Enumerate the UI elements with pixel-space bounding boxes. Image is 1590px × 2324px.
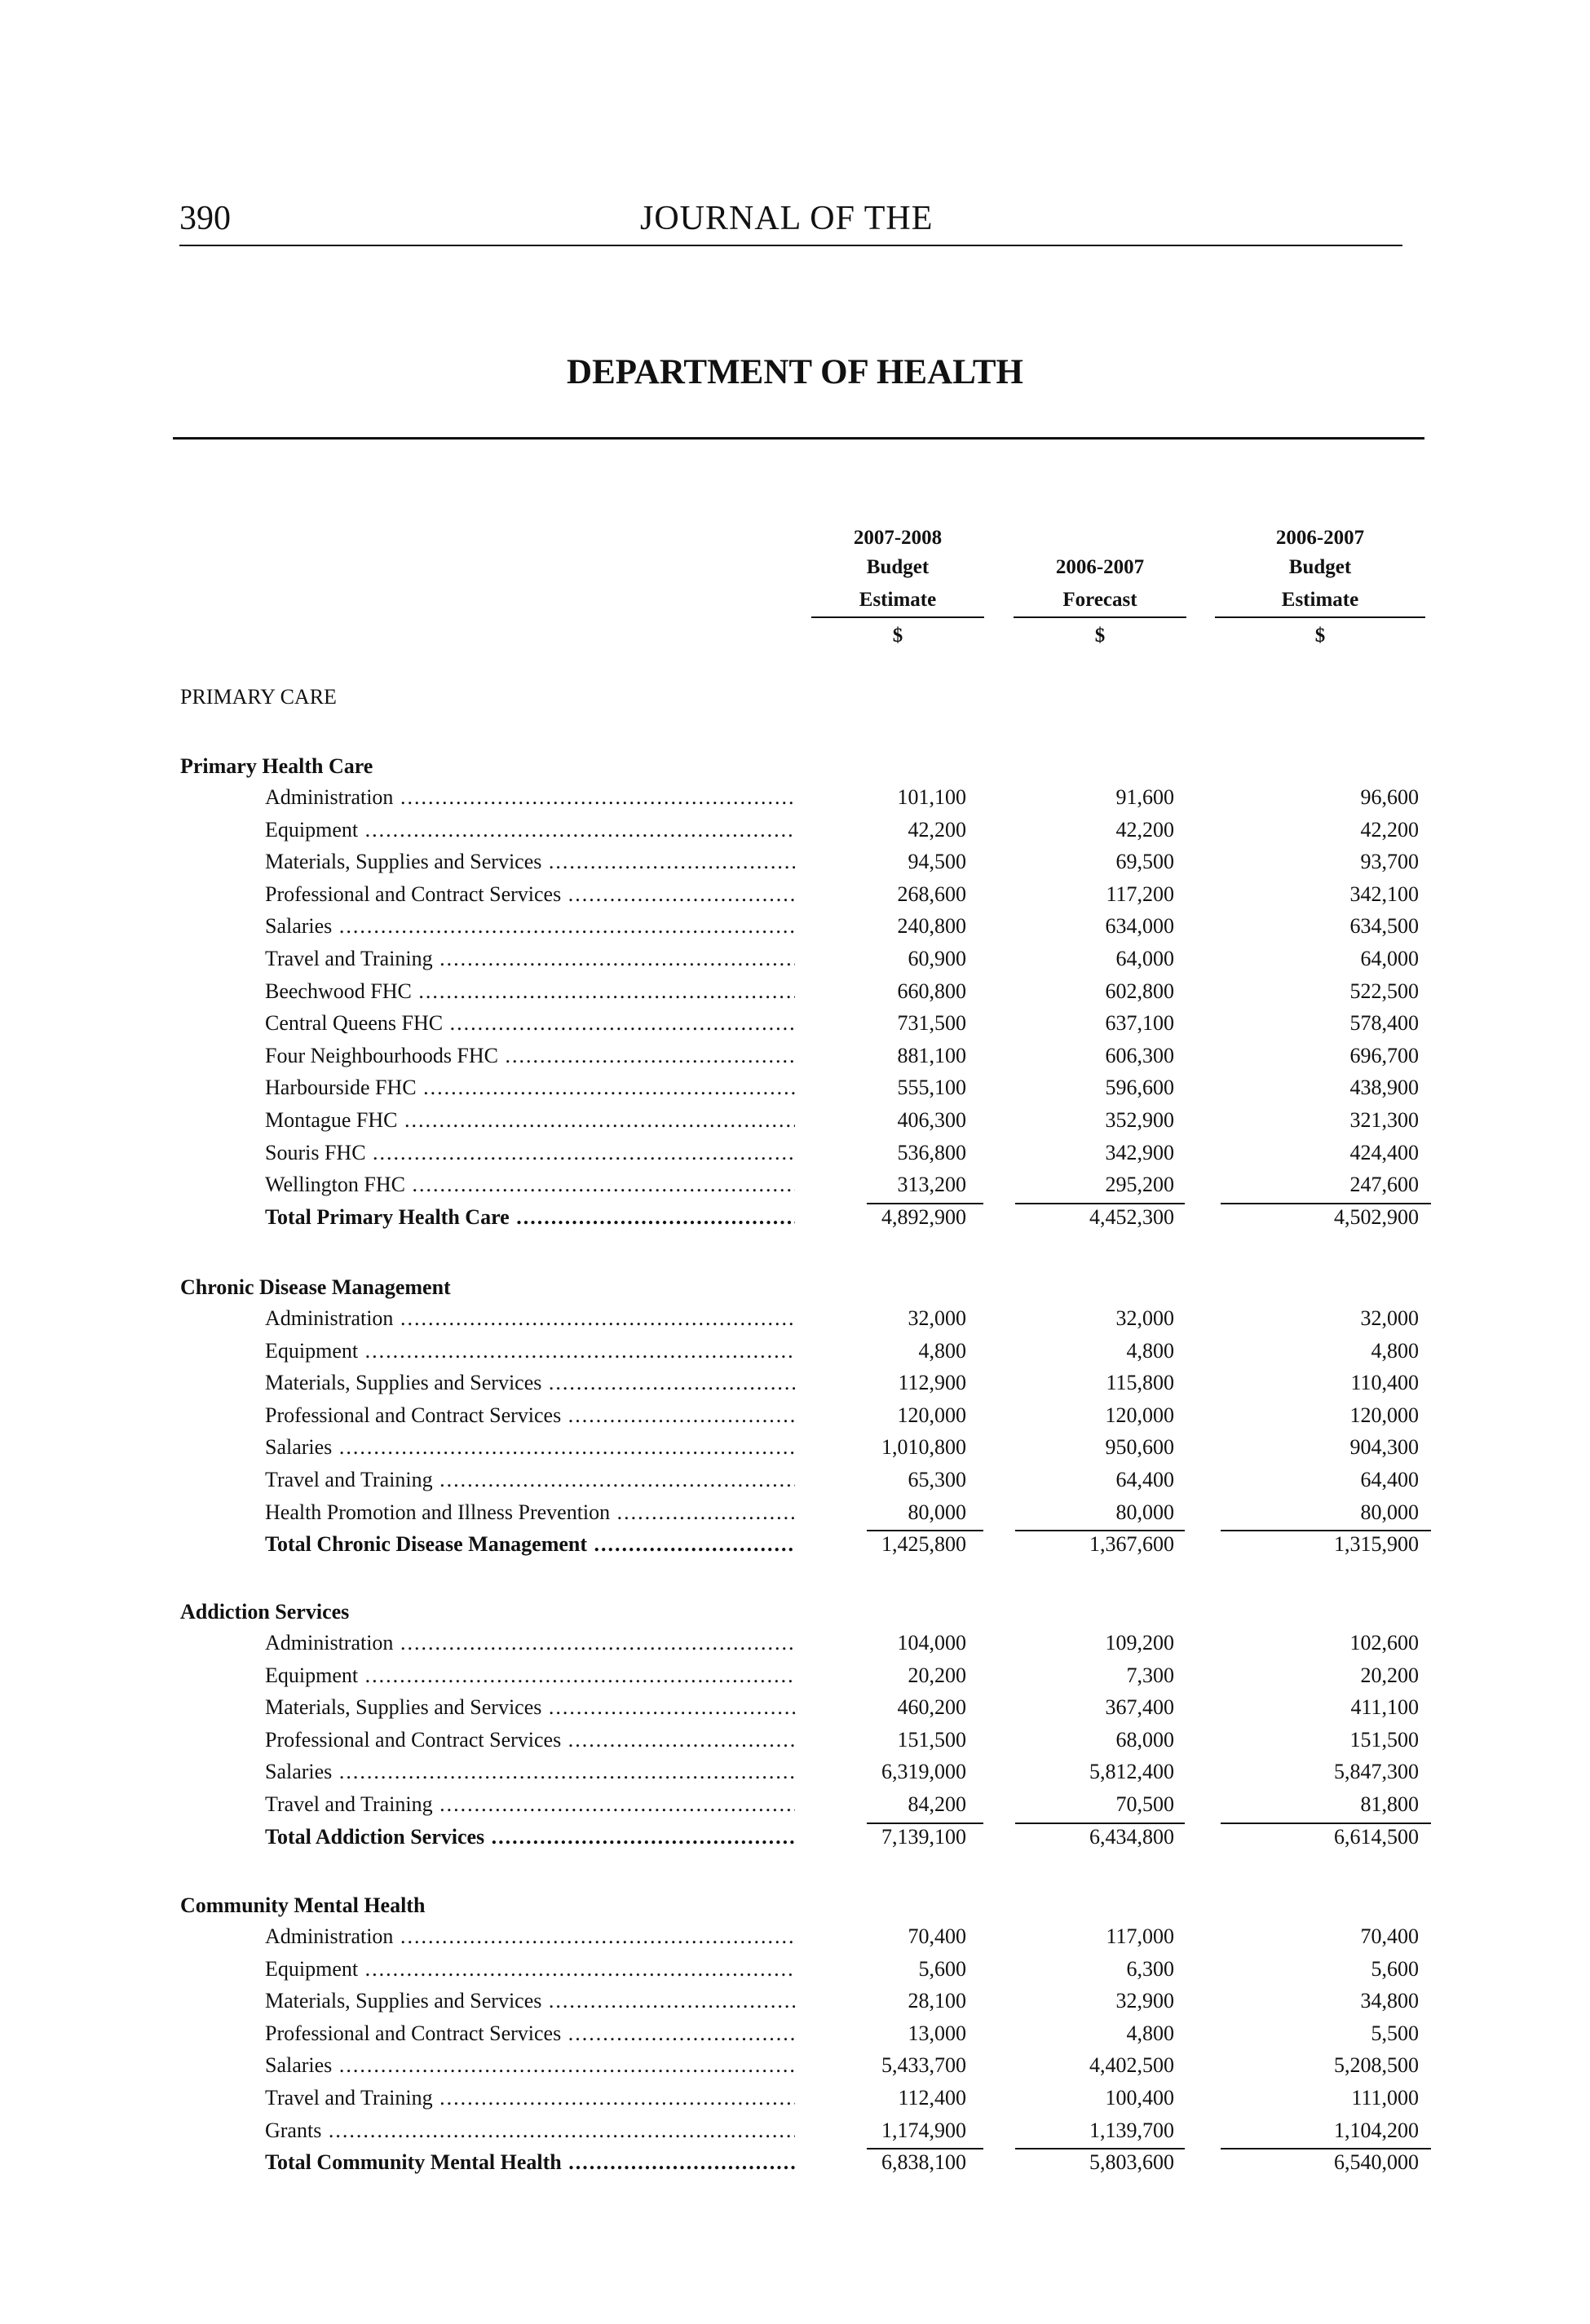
total-row <box>0 2150 1590 2183</box>
amount-2006-2007-forecast: 295,200 <box>1105 1173 1174 1197</box>
line-item-label: Salaries ..... <box>265 914 795 939</box>
journal-title: JOURNAL OF THE <box>640 200 934 237</box>
line-item-label: Equipment ..... <box>265 1957 795 1982</box>
column-heading-budget-2006-2007 <box>1215 522 1425 652</box>
section-title: Chronic Disease Management <box>180 1275 451 1299</box>
amount-2007-2008-budget: 5,433,700 <box>881 2053 966 2078</box>
amount-2007-2008-budget: 1,174,900 <box>881 2118 966 2142</box>
line-item-label: Total Addiction Services ..... <box>265 1825 795 1849</box>
amount-2006-2007-forecast: 68,000 <box>1115 1727 1174 1752</box>
amount-2006-2007-forecast: 32,900 <box>1115 1989 1174 2013</box>
amount-2006-2007-budget: 342,100 <box>1349 881 1419 906</box>
amount-2007-2008-budget: 42,200 <box>908 817 966 842</box>
amount-2006-2007-budget: 64,400 <box>1360 1468 1419 1491</box>
line-item-label: Salaries ..... <box>265 2053 795 2078</box>
amount-2006-2007-forecast: 80,000 <box>1115 1500 1174 1524</box>
table-row <box>0 2119 1590 2151</box>
line-item-label: Souris FHC ..... <box>265 1141 795 1165</box>
amount-2006-2007-budget: 5,847,300 <box>1334 1760 1419 1784</box>
table-row <box>0 1792 1590 1825</box>
amount-2006-2007-budget: 93,700 <box>1360 850 1419 874</box>
amount-2006-2007-forecast: 367,400 <box>1105 1695 1174 1720</box>
line-item-label: Materials, Supplies and Services ..... <box>265 1695 795 1720</box>
amount-2006-2007-budget: 120,000 <box>1349 1403 1419 1427</box>
table-row <box>0 2053 1590 2086</box>
subtotal-rule <box>1221 1203 1431 1204</box>
amount-2007-2008-budget: 313,200 <box>897 1173 966 1197</box>
total-row <box>0 1825 1590 1858</box>
amount-2007-2008-budget: 101,100 <box>897 785 966 809</box>
amount-2006-2007-budget: 151,500 <box>1349 1727 1419 1752</box>
table-row <box>0 1924 1590 1957</box>
table-row <box>0 850 1590 882</box>
column-heading-line: 2006-2007 <box>1275 527 1365 549</box>
amount-2006-2007-forecast: 64,000 <box>1115 947 1174 970</box>
amount-2007-2008-budget: 65,300 <box>908 1468 966 1491</box>
amount-2006-2007-budget: 102,600 <box>1349 1631 1419 1655</box>
amount-2006-2007-forecast: 117,200 <box>1106 881 1174 906</box>
amount-2006-2007-budget: 110,400 <box>1350 1371 1419 1395</box>
subtotal-rule <box>1221 1530 1431 1531</box>
column-heading-forecast-2006-2007 <box>1014 522 1186 652</box>
amount-2007-2008-budget: 80,000 <box>908 1500 966 1524</box>
amount-2006-2007-budget: 5,500 <box>1371 2021 1419 2045</box>
column-heading-line: Forecast <box>1062 589 1137 611</box>
line-item-label: Equipment ..... <box>265 818 795 842</box>
amount-2007-2008-budget: 104,000 <box>897 1631 966 1655</box>
amount-2006-2007-forecast: 109,200 <box>1105 1631 1174 1655</box>
department-title: DEPARTMENT OF HEALTH <box>567 353 1023 391</box>
amount-2006-2007-budget: 42,200 <box>1360 817 1419 842</box>
table-row <box>0 1728 1590 1761</box>
amount-2006-2007-forecast: 1,139,700 <box>1089 2118 1174 2142</box>
amount-2006-2007-forecast: 1,367,600 <box>1089 1532 1174 1557</box>
amount-2007-2008-budget: 460,200 <box>897 1695 966 1720</box>
amount-2007-2008-budget: 32,000 <box>908 1306 966 1330</box>
table-row <box>0 818 1590 851</box>
table-row <box>0 1435 1590 1468</box>
amount-2007-2008-budget: 112,900 <box>898 1371 966 1395</box>
amount-2007-2008-budget: 240,800 <box>897 914 966 939</box>
amount-2007-2008-budget: 7,139,100 <box>881 1824 966 1849</box>
running-header <box>179 196 1402 246</box>
page-number: 390 <box>179 200 231 237</box>
amount-2007-2008-budget: 660,800 <box>897 979 966 1003</box>
line-item-label: Equipment ..... <box>265 1339 795 1363</box>
amount-2007-2008-budget: 731,500 <box>897 1011 966 1036</box>
column-heading-line: Budget <box>1288 556 1352 578</box>
line-item-label: Travel and Training ..... <box>265 1468 795 1492</box>
line-item-label: Professional and Contract Services ..... <box>265 1728 795 1752</box>
table-row <box>0 1044 1590 1076</box>
table-row <box>0 1760 1590 1792</box>
line-item-label: Professional and Contract Services ..... <box>265 882 795 907</box>
table-row <box>0 1500 1590 1533</box>
line-item-label: Grants ..... <box>265 2119 795 2143</box>
subtotal-rule <box>1015 1823 1185 1824</box>
amount-2006-2007-budget: 4,502,900 <box>1334 1204 1419 1229</box>
table-row <box>0 1663 1590 1696</box>
table-row <box>0 1957 1590 1990</box>
amount-2006-2007-budget: 64,000 <box>1360 947 1419 970</box>
amount-2007-2008-budget: 6,319,000 <box>881 1760 966 1784</box>
column-heading-line: 2007-2008 <box>853 527 943 549</box>
section-title: Addiction Services <box>180 1600 350 1624</box>
amount-2007-2008-budget: 555,100 <box>897 1076 966 1100</box>
line-item-label: Salaries ..... <box>265 1760 795 1784</box>
line-item-label: Administration ..... <box>265 1924 795 1949</box>
amount-2006-2007-budget: 80,000 <box>1360 1500 1419 1524</box>
currency-symbol: $ <box>892 625 903 647</box>
amount-2006-2007-forecast: 637,100 <box>1105 1011 1174 1036</box>
division-heading: PRIMARY CARE <box>180 685 337 709</box>
column-heading-line: Budget <box>866 556 930 578</box>
amount-2007-2008-budget: 120,000 <box>897 1403 966 1427</box>
line-item-label: Total Chronic Disease Management ..... <box>265 1532 795 1557</box>
subtotal-rule <box>867 1823 983 1824</box>
line-item-label: Equipment ..... <box>265 1663 795 1688</box>
total-row <box>0 1205 1590 1238</box>
line-item-label: Montague FHC ..... <box>265 1108 795 1133</box>
line-item-label: Materials, Supplies and Services ..... <box>265 1989 795 2013</box>
column-heading-line: Estimate <box>1281 589 1359 611</box>
title-rule <box>173 437 1424 440</box>
amount-2006-2007-forecast: 7,300 <box>1126 1663 1174 1687</box>
amount-2006-2007-budget: 634,500 <box>1349 914 1419 939</box>
line-item-label: Health Promotion and Illness Prevention ..... <box>265 1500 795 1525</box>
line-item-label: Materials, Supplies and Services ..... <box>265 850 795 874</box>
amount-2006-2007-forecast: 91,600 <box>1115 785 1174 809</box>
amount-2006-2007-forecast: 4,800 <box>1126 1338 1174 1363</box>
amount-2006-2007-forecast: 32,000 <box>1115 1306 1174 1330</box>
amount-2006-2007-budget: 6,540,000 <box>1334 2150 1419 2175</box>
table-row <box>0 914 1590 947</box>
amount-2007-2008-budget: 1,425,800 <box>881 1532 966 1557</box>
amount-2007-2008-budget: 1,010,800 <box>881 1435 966 1460</box>
table-row <box>0 1339 1590 1372</box>
table-row <box>0 785 1590 818</box>
amount-2007-2008-budget: 151,500 <box>897 1727 966 1752</box>
amount-2007-2008-budget: 6,838,100 <box>881 2150 966 2175</box>
amount-2006-2007-budget: 438,900 <box>1349 1076 1419 1100</box>
amount-2006-2007-budget: 522,500 <box>1349 979 1419 1003</box>
amount-2006-2007-forecast: 64,400 <box>1115 1468 1174 1491</box>
amount-2006-2007-forecast: 69,500 <box>1115 850 1174 874</box>
amount-2007-2008-budget: 28,100 <box>908 1989 966 2013</box>
table-row <box>0 1989 1590 2021</box>
line-item-label: Harbourside FHC ..... <box>265 1076 795 1100</box>
subtotal-rule <box>1221 2148 1431 2149</box>
subtotal-rule <box>1221 1823 1431 1824</box>
amount-2006-2007-budget: 321,300 <box>1349 1108 1419 1132</box>
subtotal-rule <box>867 2148 983 2149</box>
amount-2006-2007-budget: 34,800 <box>1360 1989 1419 2013</box>
line-item-label: Administration ..... <box>265 785 795 810</box>
amount-2007-2008-budget: 13,000 <box>908 2021 966 2045</box>
line-item-label: Administration ..... <box>265 1631 795 1655</box>
amount-2006-2007-forecast: 4,800 <box>1126 2021 1174 2045</box>
amount-2006-2007-budget: 20,200 <box>1360 1663 1419 1687</box>
column-heading-line: 2006-2007 <box>1055 556 1145 578</box>
amount-2006-2007-forecast: 4,452,300 <box>1089 1204 1174 1229</box>
amount-2006-2007-forecast: 596,600 <box>1105 1076 1174 1100</box>
table-row <box>0 1011 1590 1044</box>
amount-2007-2008-budget: 5,600 <box>918 1956 966 1981</box>
amount-2006-2007-budget: 411,100 <box>1350 1695 1419 1720</box>
amount-2006-2007-forecast: 342,900 <box>1105 1140 1174 1164</box>
amount-2007-2008-budget: 536,800 <box>897 1140 966 1164</box>
table-row <box>0 979 1590 1012</box>
table-row <box>0 1306 1590 1339</box>
table-row <box>0 882 1590 915</box>
table-row <box>0 947 1590 979</box>
table-row <box>0 1371 1590 1403</box>
amount-2006-2007-budget: 696,700 <box>1349 1043 1419 1067</box>
table-row <box>0 1468 1590 1500</box>
amount-2006-2007-budget: 1,104,200 <box>1334 2118 1419 2142</box>
table-row <box>0 1695 1590 1728</box>
amount-2006-2007-forecast: 117,000 <box>1106 1924 1174 1948</box>
line-item-label: Professional and Contract Services ..... <box>265 1403 795 1428</box>
subtotal-rule <box>1015 1530 1185 1531</box>
amount-2006-2007-forecast: 42,200 <box>1115 817 1174 842</box>
amount-2006-2007-forecast: 115,800 <box>1106 1371 1174 1395</box>
amount-2006-2007-forecast: 6,434,800 <box>1089 1824 1174 1849</box>
amount-2006-2007-forecast: 5,812,400 <box>1089 1760 1174 1784</box>
line-item-label: Administration ..... <box>265 1306 795 1331</box>
amount-2007-2008-budget: 70,400 <box>908 1924 966 1948</box>
table-row <box>0 1141 1590 1173</box>
subtotal-rule <box>1015 1203 1185 1204</box>
table-row <box>0 2021 1590 2054</box>
table-row <box>0 1076 1590 1108</box>
amount-2006-2007-forecast: 634,000 <box>1105 914 1174 939</box>
amount-2006-2007-forecast: 352,900 <box>1105 1108 1174 1132</box>
amount-2006-2007-forecast: 120,000 <box>1105 1403 1174 1427</box>
column-heading-line <box>1014 522 1186 551</box>
amount-2006-2007-budget: 5,600 <box>1371 1956 1419 1981</box>
amount-2006-2007-budget: 5,208,500 <box>1334 2053 1419 2078</box>
amount-2006-2007-budget: 96,600 <box>1360 785 1419 809</box>
amount-2007-2008-budget: 4,892,900 <box>881 1204 966 1229</box>
amount-2006-2007-budget: 32,000 <box>1360 1306 1419 1330</box>
amount-2006-2007-budget: 247,600 <box>1349 1173 1419 1197</box>
amount-2007-2008-budget: 881,100 <box>897 1043 966 1067</box>
amount-2006-2007-budget: 81,800 <box>1360 1792 1419 1816</box>
column-heading-budget-2007-2008 <box>811 522 984 652</box>
line-item-label: Four Neighbourhoods FHC ..... <box>265 1044 795 1068</box>
amount-2006-2007-forecast: 70,500 <box>1115 1792 1174 1816</box>
amount-2007-2008-budget: 406,300 <box>897 1108 966 1132</box>
amount-2006-2007-forecast: 5,803,600 <box>1089 2150 1174 2175</box>
amount-2006-2007-budget: 4,800 <box>1371 1338 1419 1363</box>
line-item-label: Materials, Supplies and Services ..... <box>265 1371 795 1395</box>
amount-2006-2007-budget: 578,400 <box>1349 1011 1419 1036</box>
total-row <box>0 1532 1590 1565</box>
amount-2006-2007-budget: 70,400 <box>1360 1924 1419 1948</box>
amount-2006-2007-budget: 1,315,900 <box>1334 1532 1419 1557</box>
amount-2006-2007-budget: 904,300 <box>1349 1435 1419 1460</box>
line-item-label: Travel and Training ..... <box>265 1792 795 1817</box>
amount-2006-2007-forecast: 606,300 <box>1105 1043 1174 1067</box>
line-item-label: Salaries ..... <box>265 1435 795 1460</box>
table-row <box>0 1108 1590 1141</box>
line-item-label: Central Queens FHC ..... <box>265 1011 795 1036</box>
line-item-label: Travel and Training ..... <box>265 2086 795 2110</box>
amount-2006-2007-forecast: 100,400 <box>1105 2086 1174 2110</box>
line-item-label: Total Primary Health Care ..... <box>265 1205 795 1230</box>
amount-2006-2007-forecast: 4,402,500 <box>1089 2053 1174 2078</box>
table-row <box>0 1173 1590 1205</box>
amount-2007-2008-budget: 4,800 <box>918 1338 966 1363</box>
subtotal-rule <box>1015 2148 1185 2149</box>
amount-2006-2007-forecast: 602,800 <box>1105 979 1174 1003</box>
currency-symbol: $ <box>1094 625 1106 647</box>
amount-2006-2007-forecast: 6,300 <box>1126 1956 1174 1981</box>
line-item-label: Professional and Contract Services ..... <box>265 2021 795 2046</box>
table-row <box>0 1631 1590 1663</box>
amount-2007-2008-budget: 112,400 <box>898 2086 966 2110</box>
table-row <box>0 2086 1590 2119</box>
column-heading-line: Estimate <box>859 589 937 611</box>
line-item-label: Beechwood FHC ..... <box>265 979 795 1004</box>
section-title: Community Mental Health <box>180 1893 426 1917</box>
table-row <box>0 1403 1590 1436</box>
amount-2007-2008-budget: 20,200 <box>908 1663 966 1687</box>
currency-symbol: $ <box>1314 625 1326 647</box>
amount-2006-2007-forecast: 950,600 <box>1105 1435 1174 1460</box>
amount-2007-2008-budget: 268,600 <box>897 881 966 906</box>
amount-2006-2007-budget: 111,000 <box>1351 2086 1419 2110</box>
amount-2006-2007-budget: 6,614,500 <box>1334 1824 1419 1849</box>
section-title: Primary Health Care <box>180 754 373 778</box>
amount-2006-2007-budget: 424,400 <box>1349 1140 1419 1164</box>
amount-2007-2008-budget: 94,500 <box>908 850 966 874</box>
line-item-label: Total Community Mental Health ..... <box>265 2150 795 2175</box>
subtotal-rule <box>867 1530 983 1531</box>
amount-2007-2008-budget: 84,200 <box>908 1792 966 1816</box>
line-item-label: Travel and Training ..... <box>265 947 795 971</box>
subtotal-rule <box>867 1203 983 1204</box>
line-item-label: Wellington FHC ..... <box>265 1173 795 1197</box>
amount-2007-2008-budget: 60,900 <box>908 947 966 970</box>
